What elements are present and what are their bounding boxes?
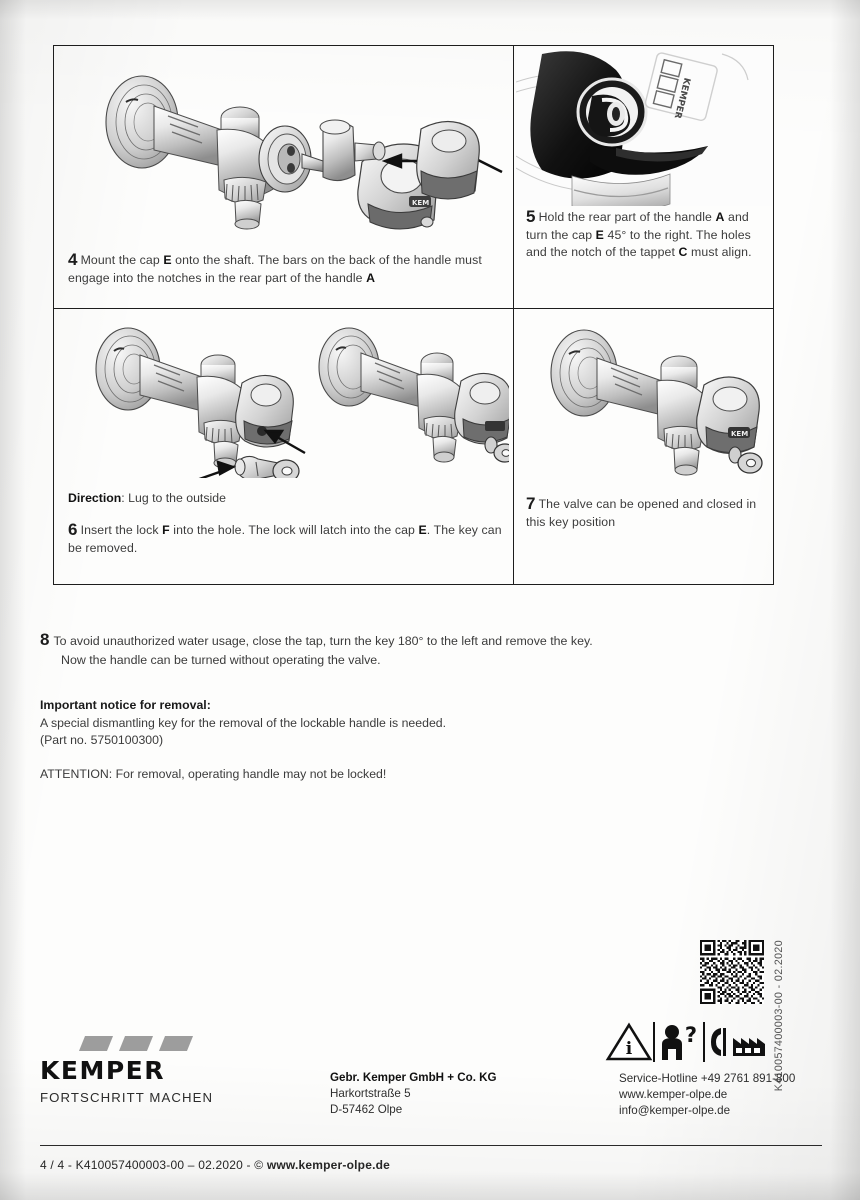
notice-attention: ATTENTION: For removal, operating handle may not be locked! <box>40 766 387 781</box>
svg-text:i: i <box>625 1039 633 1059</box>
service-hotline: Service-Hotline +49 2761 891-800 <box>619 1072 796 1085</box>
company-street: Harkortstraße 5 <box>330 1087 411 1100</box>
panel-step-7 <box>514 309 774 585</box>
instruction-figure-grid <box>53 45 774 585</box>
step-number-7: 7 <box>526 494 536 513</box>
closeup-tappet-alignment-illustration <box>516 48 772 206</box>
caption-step-4 <box>68 251 504 287</box>
lock-F-with-key <box>235 456 299 478</box>
removal-notice-block <box>40 697 640 783</box>
assembly-arrow-left-small <box>385 155 417 167</box>
step-text-5: Hold the rear part of the handle A and turn the cap E 45° to the right. The holes and the notch of the tappet C must align. <box>526 210 752 259</box>
scan-shadow-top <box>0 0 860 20</box>
step-number-6: 6 <box>68 520 78 539</box>
company-name: Gebr. Kemper GmbH + Co. KG <box>330 1071 497 1084</box>
company-website[interactable]: www.kemper-olpe.de <box>619 1088 728 1101</box>
valve-body-2 <box>140 355 293 468</box>
step-number-8: 8 <box>40 630 50 649</box>
caption-step-7 <box>526 495 768 531</box>
pictogram-row <box>605 1022 767 1062</box>
contact-block <box>619 1071 795 1119</box>
direction-value: Lug to the outside <box>128 491 226 505</box>
phone-factory-icon <box>703 1022 767 1062</box>
cap-rear-body <box>417 121 480 199</box>
page-footer <box>40 1158 390 1172</box>
notice-spacer <box>40 750 640 766</box>
panel-step-4 <box>54 46 513 308</box>
footer-doc-reference: 4 / 4 - K410057400003-00 – 02.2020 - <box>40 1158 251 1172</box>
assembled-valve-with-key-illustration <box>522 315 772 490</box>
copyright-symbol: © <box>254 1158 264 1172</box>
svg-text:KEM: KEM <box>412 199 430 207</box>
panel-step-5 <box>514 46 774 308</box>
scan-shadow-right <box>830 0 860 1200</box>
kemper-logo <box>40 1036 213 1105</box>
direction-separator: : <box>121 491 125 505</box>
brand-name: KEMPER <box>40 1056 165 1085</box>
warning-info-triangle-icon <box>605 1022 653 1062</box>
cap-rear-view-illustration <box>309 101 509 221</box>
person-question-icon <box>653 1022 703 1062</box>
footer-rule <box>40 1145 822 1146</box>
step-number-4: 4 <box>68 250 78 269</box>
lock-insertion-illustration <box>70 313 320 478</box>
step-text-7: The valve can be opened and closed in this key position <box>526 497 757 529</box>
caption-step-5 <box>526 208 766 262</box>
notice-part-number: (Part no. 5750100300) <box>40 733 164 747</box>
svg-text:?: ? <box>684 1023 698 1047</box>
step-text-4: Mount the cap E onto the shaft. The bars on the back of the handle must engage into the notches in the rear part of the handle A <box>68 253 482 285</box>
qr-code <box>700 940 764 1004</box>
direction-note <box>68 491 226 505</box>
step-text-6: Insert the lock F into the hole. The lock will latch into the cap E. The key can be removed. <box>68 523 502 555</box>
panel-step-6 <box>54 309 513 585</box>
company-address <box>330 1070 497 1118</box>
svg-text:KEMPER: KEMPER <box>671 76 692 120</box>
vertical-document-code: K410057400003-00 - 02.2020 <box>773 940 785 1092</box>
company-city: D-57462 Olpe <box>330 1103 403 1116</box>
logo-bars-icon <box>82 1036 198 1052</box>
step-8-line-2: Now the handle can be turned without operating the valve. <box>61 653 381 667</box>
notice-heading: Important notice for removal: <box>40 698 211 712</box>
scan-shadow-left <box>0 0 26 1200</box>
scan-shadow-bottom <box>0 1172 860 1200</box>
company-email[interactable]: info@kemper-olpe.de <box>619 1104 731 1117</box>
step-8-line-1: To avoid unauthorized water usage, close the tap, turn the key 180° to the left and remove the key. <box>53 634 593 648</box>
svg-text:KEM: KEM <box>731 430 749 438</box>
brand-tagline: FORTSCHRITT MACHEN <box>40 1090 214 1105</box>
direction-label: Direction <box>68 491 122 505</box>
tappet-hole-detail <box>578 79 646 145</box>
lock-fitted-illustration <box>309 313 509 478</box>
footer-website-link[interactable]: www.kemper-olpe.de <box>266 1158 391 1172</box>
notice-line-1: A special dismantling key for the removal of the lockable handle is needed. <box>40 715 447 730</box>
step-number-5: 5 <box>526 207 536 226</box>
valve-body <box>154 106 275 229</box>
caption-step-6 <box>68 521 504 557</box>
step-8-paragraph <box>40 630 810 670</box>
